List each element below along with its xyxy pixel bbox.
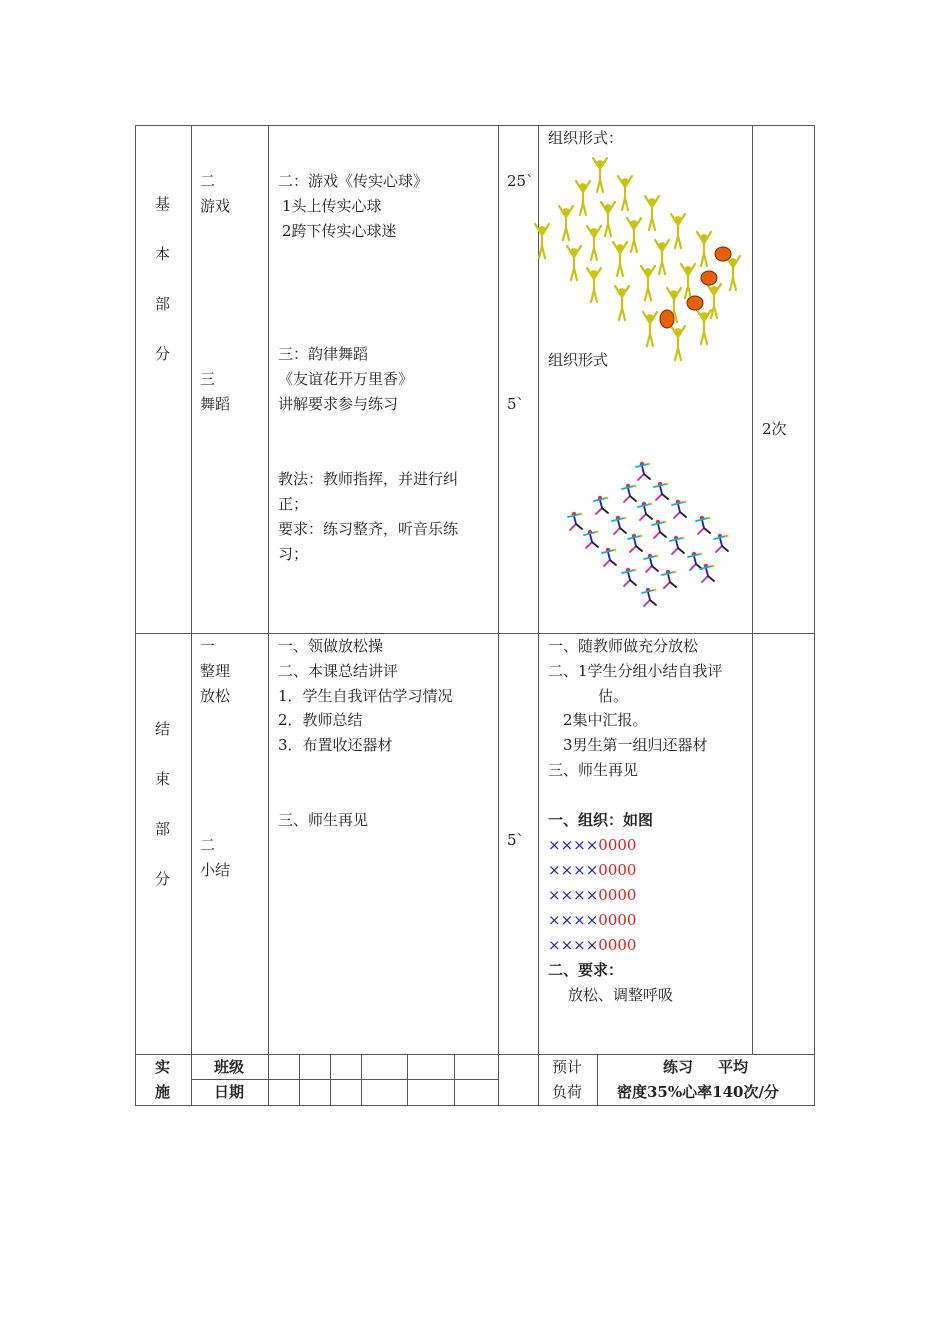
row-x: ×××× (548, 861, 599, 879)
date-label: 日期 (214, 1083, 245, 1101)
load-label-2: 负荷 (552, 1083, 583, 1101)
end-time: 5` (507, 831, 525, 849)
formation-row (548, 933, 636, 958)
dancer-figures (568, 462, 728, 606)
average-label: 平均 (718, 1058, 749, 1076)
end-section-char: 束 (155, 770, 171, 788)
end-org-line: 二、1学生分组小结自我评 (548, 662, 723, 680)
footer-shi2: 施 (155, 1083, 171, 1101)
row-o: 0000 (598, 911, 637, 929)
org-title: 一、组织：如图 (548, 811, 654, 829)
class-label: 班级 (214, 1058, 245, 1076)
org-dance-label: 组织形式 (548, 351, 609, 369)
end-item1-num: 一 (200, 637, 216, 655)
dance-song: 《友谊花开万里香》 (278, 370, 414, 388)
end-content-line: 一、领做放松操 (278, 637, 384, 655)
requirement-line-1: 要求：练习整齐，听音乐练 (278, 520, 459, 538)
basic-item2-name: 游戏 (200, 197, 231, 215)
end-content-line: 3．布置收还器材 (278, 736, 393, 754)
basic-section-char: 部 (155, 295, 171, 313)
row-o: 0000 (598, 886, 637, 904)
dance-requirement: 讲解要求参与练习 (278, 395, 399, 413)
footer-shi: 实 (155, 1058, 171, 1076)
row-x: ×××× (548, 911, 599, 929)
practice-label: 练习 (663, 1058, 694, 1076)
end-org-line: 三、师生再见 (548, 761, 639, 779)
requirement-line-2: 习； (278, 545, 309, 563)
end-org-line: 2集中汇报。 (563, 711, 648, 729)
end-org-line: 估。 (598, 687, 629, 705)
method-line-1: 教法：教师指挥，并进行纠 (278, 470, 459, 488)
end-item1-name1: 整理 (200, 662, 231, 680)
game-time: 25` (507, 172, 534, 190)
game-formation-figure (528, 152, 748, 362)
end-item1-name2: 放松 (200, 687, 231, 705)
basic-item3-num: 三 (200, 370, 216, 388)
basic-section-char: 分 (155, 345, 171, 363)
row-x: ×××× (548, 836, 599, 854)
medicine-balls (660, 247, 731, 328)
formation-row (548, 908, 636, 933)
student-figures (535, 158, 740, 360)
end-content-line: 1．学生自我评估学习情况 (278, 687, 453, 705)
end-section-char: 结 (155, 720, 171, 738)
repeat-count: 2次 (762, 420, 787, 438)
basic-item3-name: 舞蹈 (200, 395, 231, 413)
basic-item2-num: 二 (200, 172, 216, 190)
basic-section-char: 基 (155, 195, 171, 213)
density-heart-rate: 密度35%心率140次/分 (617, 1083, 779, 1101)
dance-formation-figure (556, 458, 746, 613)
dance-title: 三：韵律舞蹈 (278, 345, 369, 363)
requirement-text: 放松、调整呼吸 (568, 986, 674, 1004)
row-o: 0000 (598, 836, 637, 854)
end-section-char: 部 (155, 820, 171, 838)
game-title: 二：游戏《传实心球》 (278, 172, 429, 190)
dance-time: 5` (507, 395, 525, 413)
row-x: ×××× (548, 886, 599, 904)
load-label-1: 预计 (552, 1058, 583, 1076)
row-o: 0000 (598, 861, 637, 879)
end-section-char: 分 (155, 870, 171, 888)
end-org-line: 一、随教师做充分放松 (548, 637, 699, 655)
end-content-line: 三、师生再见 (278, 811, 369, 829)
method-line-2: 正； (278, 495, 309, 513)
formation-row (548, 883, 636, 908)
formation-row (548, 833, 636, 858)
requirement-title: 二、要求： (548, 961, 624, 979)
row-x: ×××× (548, 936, 599, 954)
game-line-2: 2跨下传实心球迷 (282, 222, 397, 240)
end-content-line: 二、本课总结讲评 (278, 662, 399, 680)
end-content-line: 2．教师总结 (278, 711, 363, 729)
end-item2-num: 二 (200, 836, 216, 854)
end-item2-name: 小结 (200, 861, 231, 879)
game-line-1: 1头上传实心球 (282, 197, 382, 215)
basic-section-char: 本 (155, 245, 171, 263)
row-o: 0000 (598, 936, 637, 954)
formation-row (548, 858, 636, 883)
org-game-label: 组织形式： (548, 129, 624, 147)
end-org-line: 3男生第一组归还器材 (563, 736, 708, 754)
